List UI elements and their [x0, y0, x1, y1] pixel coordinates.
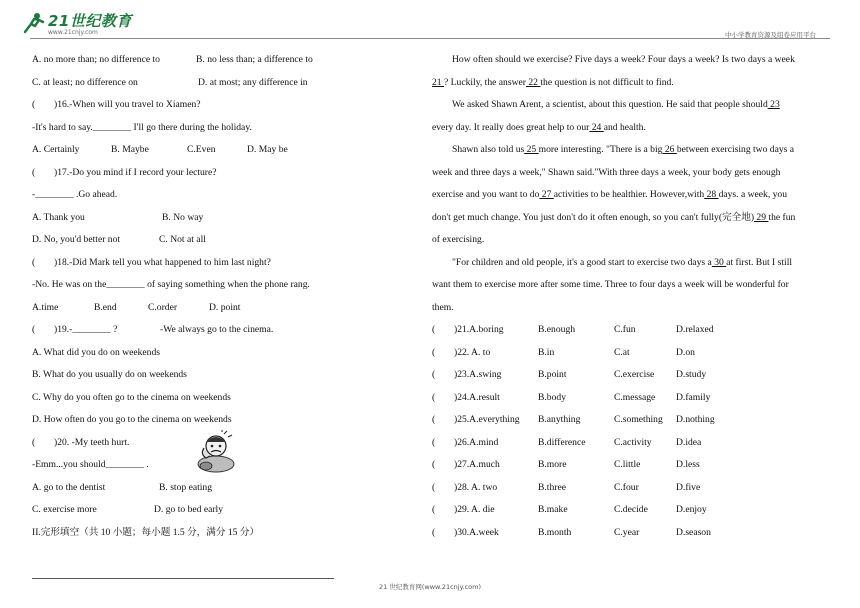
passage-p4-line2: want them to exercise more after some time. Three to four days a week will be wonderful for [432, 279, 789, 290]
cloze-question-row [432, 342, 824, 365]
section-heading: II.完形填空（共 10 小题；每小题 1.5 分，满分 15 分） [32, 526, 260, 538]
option-d: D.family [676, 391, 711, 403]
option-b: B.difference [538, 436, 586, 448]
option-d: D.five [676, 481, 701, 493]
option-b: B.in [538, 346, 555, 358]
q17-stem: ( )17.-Do you mind if I record your lecture? [32, 166, 217, 178]
cloze-question-row [432, 364, 824, 387]
option-b: B.point [538, 369, 567, 380]
answer-paren: ( [432, 459, 436, 470]
passage-p1-line1: How often should we exercise? Five days a week? Four days a week? Is two days a week [452, 54, 795, 65]
option-b: B.body [538, 391, 566, 403]
q19-option-a: A. What did you do on weekends [32, 346, 160, 358]
q20-stem: ( )20. -My teeth hurt. [32, 436, 130, 448]
passage-p3-line2: week and three days a week," Shawn said."With three days a week, your body gets enough [432, 166, 781, 178]
answer-paren: ( [432, 436, 436, 448]
q16-stem: ( )16.-When will you travel to Xiamen? [32, 99, 201, 110]
question-number-option-a: )26.A.mind [454, 436, 499, 448]
option-c: C.message [614, 391, 656, 403]
answer-paren: ( [432, 391, 436, 403]
passage-p3-line3: exercise and you want to do 27 activities to be healthier. However,with 28 days. a week, you [432, 189, 788, 200]
q20-line2: -Emm...you should________ . [32, 459, 149, 470]
cloze-question-row [432, 387, 824, 410]
passage-p2-line2: every day. It really does great help to our 24 and health. [432, 121, 646, 133]
option-d: D.study [676, 369, 707, 380]
cloze-question-row [432, 319, 824, 342]
answer-paren: ( [432, 481, 436, 493]
option-b: B.three [538, 481, 566, 493]
cloze-questions [432, 319, 824, 544]
q19-option-b: B. What do you usually do on weekends [32, 369, 187, 380]
q18-options: A.time B.end C.order D. point [32, 301, 241, 313]
question-number-option-a: )21.A.boring [454, 324, 504, 335]
page-header [0, 0, 860, 42]
option-b: B.make [538, 504, 568, 515]
header-platform-text: 中小学教育资源及组卷应用平台 [725, 31, 816, 39]
cloze-question-row [432, 477, 824, 500]
option-b: B.anything [538, 414, 581, 425]
option-c: C.activity [614, 436, 652, 448]
passage-p3-line5: of exercising. [432, 234, 485, 245]
q19-option-c: C. Why do you often go to the cinema on weekends [32, 391, 231, 403]
option-b: B.month [538, 526, 572, 538]
toothache-cartoon-icon [194, 430, 238, 474]
q16-line2: -It's hard to say.________ I'll go there during the holiday. [32, 121, 252, 133]
passage-p3-line1: Shawn also told us 25 more interesting. "There is a big 26 between exercising two days a [452, 144, 795, 155]
option-b: B. no less than; a difference to [196, 54, 313, 65]
question-number-option-a: )27.A.much [454, 459, 500, 470]
q17-line2: -________ .Go ahead. [32, 189, 118, 200]
cloze-question-row [432, 499, 824, 522]
option-c: C.little [614, 459, 641, 470]
passage-p3-line4: don't get much change. You just don't do it often enough, so you can't fully(完全地) 29 the fun [432, 211, 796, 223]
answer-paren: ( [432, 526, 436, 538]
option-c: C.four [614, 481, 639, 493]
option-d: D.on [676, 346, 695, 358]
passage-p2-line1: We asked Shawn Arent, a scientist, about this question. He said that people should 23 [452, 99, 780, 110]
option-c: C.at [614, 346, 630, 358]
answer-paren: ( [432, 346, 436, 358]
question-number-option-a: )23.A.swing [454, 369, 502, 380]
q17-options-ab: A. Thank you B. No way [32, 211, 204, 223]
q18-line2: -No. He was on the________ of saying something when the phone rang. [32, 279, 310, 290]
q15-options-ab [32, 49, 412, 72]
option-d: D.idea [676, 436, 702, 448]
passage-p4-line3: them. [432, 301, 454, 313]
cloze-question-row [432, 409, 824, 432]
option-b: B.enough [538, 324, 576, 335]
right-column [432, 49, 824, 544]
option-d: D. at most; any difference in [198, 76, 308, 88]
option-d: D.enjoy [676, 504, 707, 515]
q20-options-ab: A. go to the dentist B. stop eating [32, 481, 213, 493]
answer-paren: ( [432, 414, 436, 425]
q20-options-cd: C. exercise more D. go to bed early [32, 504, 224, 515]
logo-url: www.21cnjy.com [48, 29, 98, 36]
question-number-option-a: )25.A.everything [454, 414, 520, 425]
option-d: D.nothing [676, 414, 715, 425]
option-d: D.season [676, 526, 711, 538]
cloze-question-row [432, 522, 824, 545]
q17-options-cd: D. No, you'd better not C. Not at all [32, 234, 206, 245]
option-c: C. at least; no difference on [32, 76, 138, 88]
q15-options-cd [32, 72, 412, 95]
q16-options: A. Certainly B. Maybe C.Even D. May be [32, 144, 288, 155]
runner-logo-icon [22, 12, 46, 34]
logo [22, 10, 142, 40]
option-a: A. no more than; no difference to [32, 54, 160, 65]
option-c: C.year [614, 526, 640, 538]
cloze-question-row [432, 432, 824, 455]
option-d: D.less [676, 459, 700, 470]
question-number-option-a: )24.A.result [454, 391, 500, 403]
cloze-question-row [432, 454, 824, 477]
option-c: C.fun [614, 324, 636, 335]
q19-option-d: D. How often do you go to the cinema on weekends [32, 414, 232, 425]
footer-text: 21 世纪教育网(www.21cnjy.com) [379, 583, 481, 591]
option-c: C.exercise [614, 369, 655, 380]
header-divider [30, 38, 830, 39]
question-number-option-a: )22. A. to [454, 346, 491, 358]
logo-name: 21世纪教育 [48, 12, 132, 30]
question-number-option-a: )28. A. two [454, 481, 498, 493]
passage-p1-line2: 21 ? Luckily, the answer 22 the question is not difficult to find. [432, 76, 674, 88]
answer-paren: ( [432, 504, 436, 515]
question-number-option-a: )30.A.week [454, 526, 499, 538]
option-b: B.more [538, 459, 567, 470]
answer-paren: ( [432, 324, 436, 335]
footer-divider [32, 578, 334, 579]
q19-stem: ( )19.-________ ? -We always go to the cinema. [32, 324, 274, 335]
option-d: D.relaxed [676, 324, 714, 335]
answer-paren: ( [432, 369, 436, 380]
option-c: C.decide [614, 504, 648, 515]
question-number-option-a: )29. A. die [454, 504, 495, 515]
q18-stem: ( )18.-Did Mark tell you what happened to him last night? [32, 256, 271, 268]
option-c: C.something [614, 414, 663, 425]
passage-p4-line1: "For children and old people, it's a good start to exercise two days a 30 at first. But I still [452, 256, 793, 268]
